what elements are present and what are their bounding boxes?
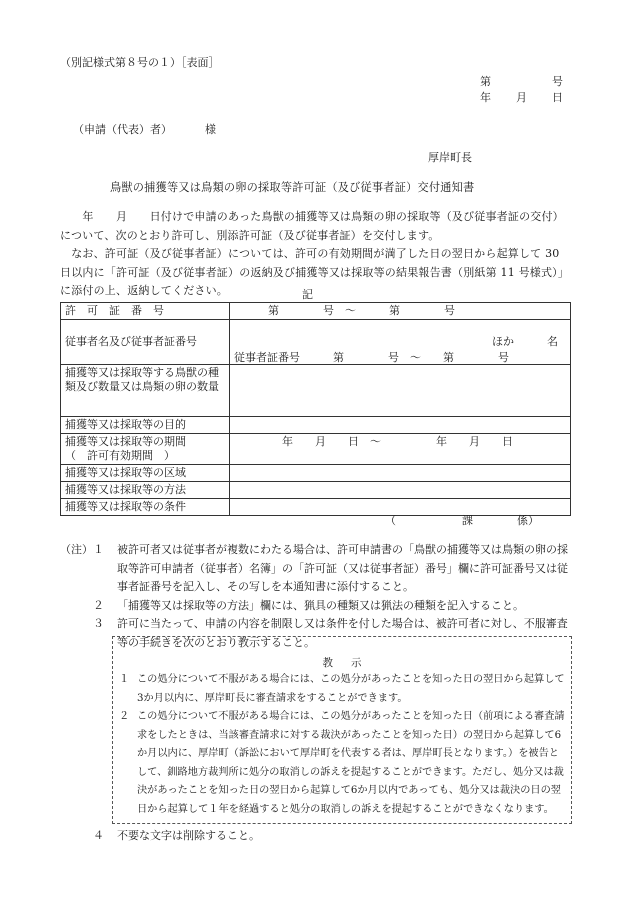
note-item-1 bbox=[60, 541, 575, 597]
row-worker bbox=[61, 320, 571, 365]
notes-section-tail bbox=[60, 827, 575, 846]
species-value bbox=[230, 365, 571, 417]
row-area bbox=[61, 465, 571, 482]
note-number: ４ bbox=[93, 829, 104, 842]
period-value: 年 月 日 ～ 年 月 日 bbox=[230, 434, 571, 465]
permit-number-label: 許 可 証 番 号 bbox=[61, 303, 230, 320]
worker-label: 従事者名及び従事者証番号 bbox=[61, 320, 230, 365]
instruction-text: この処分について不服がある場合には、この処分があったことを知った日（前項による審査請求をしたときは、当該審査請求に対する裁決があったことを知った日）の翌日から起算して6か月以内に、厚岸町（訴訟において厚岸町を代表する者は、厚岸町長となります。）を被告として、釧路地方裁判所に処分の取消しの訴えを提起することができます。ただし、処分又は裁決があったことを知った日の翌日から起算して6か月以内であっても、処分又は裁決の日の翌日から起算して１年を経過すると処分の取消しの訴えを提起することができなくなります。 bbox=[137, 711, 565, 815]
note-text: 「捕獲等又は採取等の方法」欄には、猟具の種類又は猟法の種類を記入すること。 bbox=[117, 598, 524, 612]
area-value bbox=[230, 465, 571, 482]
instruction-number: １ bbox=[119, 674, 130, 685]
row-condition bbox=[61, 499, 571, 516]
note-number: ３ bbox=[93, 617, 104, 630]
body-paragraph-2: なお、許可証（及び従事者証）については、許可の有効期間が満了した日の翌日から起算して 30 日以内に「許可証（及び従事者証）の返納及び捕獲等又は採取等の結果報告書（別紙第 11 号様式）」に添付の上、返納してください。 bbox=[60, 247, 570, 297]
date-month: 月 bbox=[516, 91, 527, 104]
method-value bbox=[230, 482, 571, 499]
date-year: 年 bbox=[480, 91, 491, 104]
instruction-item-1 bbox=[119, 671, 565, 708]
period-sublabel: （ 許可有効期間 ） bbox=[65, 449, 175, 462]
period-label-cell bbox=[61, 434, 230, 465]
method-label: 捕獲等又は採取等の方法 bbox=[61, 482, 230, 499]
instruction-title: 教示 bbox=[322, 657, 380, 669]
date-day: 日 bbox=[552, 91, 563, 104]
note-text: 許可に当たって、申請の内容を制限し又は条件を付した場合は、被許可者に対し、不服審査等の手続きを次のとおり教示すること。 bbox=[117, 617, 568, 649]
worker-hoka: ほか 名 bbox=[492, 335, 558, 348]
number-suffix: 号 bbox=[552, 75, 563, 88]
row-permit-number bbox=[61, 303, 571, 320]
worker-value-cell bbox=[230, 320, 571, 365]
instruction-text: この処分について不服がある場合には、この処分があったことを知った日の翌日から起算して3か月以内に、厚岸町長に審査請求をすることができます。 bbox=[137, 674, 565, 704]
issuer: 厚岸町長 bbox=[428, 151, 472, 164]
note-item-4 bbox=[60, 827, 575, 846]
instruction-number: ２ bbox=[119, 711, 130, 722]
note-text: 被許可者又は従事者が複数にわたる場合は、許可申請書の「鳥獣の捕獲等又は鳥類の卵の採取等許可申請者（従事者）名簿」の「許可証（又は従事者証）番号」欄に許可証番号又は従事者証番号を記入し、その写しを本通知書に添付すること。 bbox=[117, 543, 568, 593]
permit-table bbox=[60, 302, 571, 516]
body-paragraph-1: 年 月 日付けで申請のあった鳥獣の捕獲等又は鳥類の卵の採取等（及び従事者証の交付）について、次のとおり許可し、別添許可証（及び従事者証）を交付します。 bbox=[60, 210, 564, 242]
purpose-value bbox=[230, 417, 571, 434]
note-number: １ bbox=[93, 543, 104, 556]
addressee: （申請（代表）者） bbox=[73, 123, 172, 136]
form-reference: （別記様式第８号の１）［表面］ bbox=[60, 56, 220, 69]
note-item-2 bbox=[60, 597, 575, 616]
condition-value bbox=[230, 499, 571, 516]
row-period bbox=[61, 434, 571, 465]
honorific: 様 bbox=[205, 123, 216, 136]
species-label: 捕獲等又は採取等する鳥獣の種類及び数量又は鳥類の卵の数量 bbox=[61, 365, 230, 417]
number-prefix: 第 bbox=[480, 75, 491, 88]
row-purpose bbox=[61, 417, 571, 434]
document-title: 鳥獣の捕獲等又は鳥類の卵の採取等許可証（及び従事者証）交付通知書 bbox=[110, 181, 475, 194]
division-line: （ 課 係） bbox=[385, 514, 539, 527]
body-text bbox=[60, 208, 570, 301]
purpose-label: 捕獲等又は採取等の目的 bbox=[61, 417, 230, 434]
ki-heading: 記 bbox=[302, 288, 313, 301]
period-label: 捕獲等又は採取等の期間 bbox=[65, 435, 186, 448]
condition-label: 捕獲等又は採取等の条件 bbox=[61, 499, 230, 516]
instruction-box bbox=[112, 636, 572, 824]
note-number: ２ bbox=[93, 598, 104, 612]
row-method bbox=[61, 482, 571, 499]
note-text: 不要な文字は削除すること。 bbox=[117, 829, 260, 842]
permit-number-value: 第 号 ～ 第 号 bbox=[230, 303, 571, 320]
worker-number: 従事者証番号 第 号 ～ 第 号 bbox=[234, 351, 509, 364]
instruction-item-2 bbox=[119, 708, 565, 820]
row-species bbox=[61, 365, 571, 417]
area-label: 捕獲等又は採取等の区域 bbox=[61, 465, 230, 482]
notes-prefix: （注） bbox=[60, 543, 93, 556]
